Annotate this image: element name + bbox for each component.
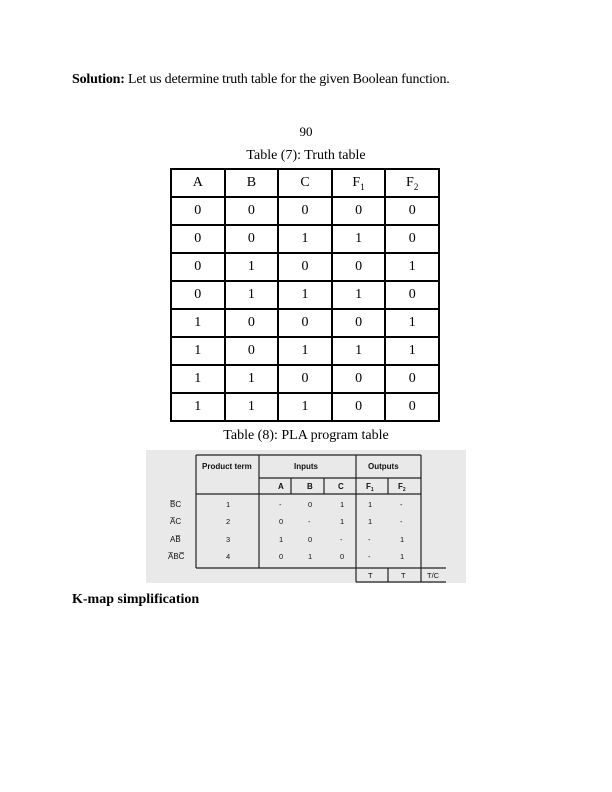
truth-table-cell: 1 — [385, 337, 439, 365]
truth-table-cell: 1 — [278, 281, 332, 309]
truth-table-row — [171, 253, 439, 281]
truth-table-cell: 0 — [278, 309, 332, 337]
header-cell: B — [225, 169, 279, 197]
pla-term-label: B̅C — [170, 500, 182, 509]
truth-table-cell: 0 — [332, 253, 386, 281]
truth-table-cell: 0 — [385, 365, 439, 393]
truth-table-cell: 0 — [332, 365, 386, 393]
pla-cell: 0 — [308, 500, 313, 509]
truth-table-cell: 0 — [332, 197, 386, 225]
pla-cell: 0 — [340, 552, 345, 561]
pla-cell: 0 — [308, 535, 313, 544]
truth-table-row — [171, 197, 439, 225]
pla-subheader-b: B — [307, 482, 313, 491]
table7-caption: Table (7): Truth table — [246, 148, 366, 163]
pla-cell: - — [368, 552, 371, 561]
solution-line — [72, 72, 450, 88]
pla-cell: 1 — [279, 535, 284, 544]
truth-table-cell: 1 — [225, 393, 279, 421]
truth-table-cell: 0 — [278, 253, 332, 281]
truth-table-cell: 0 — [171, 253, 225, 281]
pla-cell: 1 — [400, 552, 405, 561]
truth-table-cell: 0 — [385, 225, 439, 253]
pla-cell: 1 — [368, 500, 373, 509]
truth-table-row — [171, 365, 439, 393]
truth-table-cell: 0 — [332, 309, 386, 337]
truth-table-row — [171, 225, 439, 253]
pla-cell: 1 — [226, 500, 231, 509]
truth-table-cell: 1 — [332, 225, 386, 253]
pla-cell: - — [308, 517, 311, 526]
truth-table-cell: 1 — [225, 365, 279, 393]
truth-table-cell: 0 — [171, 197, 225, 225]
truth-table-cell: 1 — [171, 309, 225, 337]
solution-label: Solution: — [72, 72, 125, 87]
pla-footer-cell: T/C — [427, 571, 440, 580]
pla-subheader-a: A — [278, 482, 284, 491]
truth-table-cell: 1 — [385, 309, 439, 337]
pla-subheader-f1: $F_1$ — [366, 482, 374, 493]
pla-term-label: AB̅ — [170, 535, 181, 544]
truth-table-cell: 1 — [278, 393, 332, 421]
truth-table-row — [171, 281, 439, 309]
truth-table-header-row — [171, 169, 439, 197]
header-cell: A — [171, 169, 225, 197]
pla-cell: - — [400, 517, 403, 526]
pla-footer-cell: T — [368, 571, 373, 580]
pla-term-label: A̅BC̅ — [168, 552, 185, 561]
pla-cell: 0 — [279, 552, 284, 561]
pla-header-product-term: Product term — [202, 462, 252, 471]
truth-table-cell: 0 — [278, 365, 332, 393]
pla-cell: 2 — [226, 517, 231, 526]
pla-cell: 3 — [226, 535, 231, 544]
pla-cell: - — [279, 500, 282, 509]
truth-table-cell: 0 — [225, 197, 279, 225]
pla-term-label: A̅C — [170, 517, 182, 526]
truth-table-cell: 0 — [385, 281, 439, 309]
truth-table-cell: 1 — [332, 337, 386, 365]
truth-table-cell: 0 — [225, 309, 279, 337]
kmap-heading: K-map simplification — [72, 592, 200, 607]
truth-table-cell: 0 — [171, 225, 225, 253]
pla-cell: 1 — [308, 552, 313, 561]
pla-header-outputs: Outputs — [368, 462, 399, 471]
truth-table-cell: 0 — [225, 225, 279, 253]
pla-cell: 4 — [226, 552, 231, 561]
pla-subheader-f2: $F_2$ — [398, 482, 406, 493]
truth-table-cell: 0 — [171, 281, 225, 309]
truth-table-row — [171, 393, 439, 421]
truth-table-cell: 1 — [278, 225, 332, 253]
truth-table-cell: 1 — [171, 365, 225, 393]
pla-cell: 1 — [368, 517, 373, 526]
truth-table-row — [171, 337, 439, 365]
header-cell: C — [278, 169, 332, 197]
pla-cell: 1 — [340, 517, 345, 526]
truth-table-cell: 0 — [225, 337, 279, 365]
pla-footer-cell: T — [401, 571, 406, 580]
truth-table-cell: 0 — [385, 393, 439, 421]
pla-header-inputs: Inputs — [294, 462, 318, 471]
pla-cell: - — [368, 535, 371, 544]
truth-table-cell: 0 — [332, 393, 386, 421]
truth-table-cell: 0 — [385, 197, 439, 225]
solution-text: Let us determine truth table for the given Boolean function. — [124, 72, 450, 87]
truth-table-cell: 1 — [332, 281, 386, 309]
truth-table-cell: 1 — [278, 337, 332, 365]
truth-table-cell: 1 — [225, 281, 279, 309]
pla-cell: 1 — [400, 535, 405, 544]
table8-caption: Table (8): PLA program table — [223, 428, 389, 443]
pla-subheader-c: C — [338, 482, 344, 491]
page-number: 90 — [299, 124, 313, 139]
pla-cell: - — [340, 535, 343, 544]
truth-table-cell: 1 — [171, 393, 225, 421]
pla-table-svg — [146, 450, 466, 583]
truth-table — [170, 168, 440, 422]
header-cell-f1: $F_1$ — [332, 169, 386, 197]
pla-cell: 0 — [279, 517, 284, 526]
truth-table-cell: 1 — [171, 337, 225, 365]
truth-table-cell: 1 — [385, 253, 439, 281]
truth-table-row — [171, 309, 439, 337]
pla-cell: - — [400, 500, 403, 509]
pla-cell: 1 — [340, 500, 345, 509]
truth-table-cell: 0 — [278, 197, 332, 225]
pla-program-table-image — [146, 450, 466, 583]
truth-table-cell: 1 — [225, 253, 279, 281]
header-cell-f2: $F_2$ — [385, 169, 439, 197]
